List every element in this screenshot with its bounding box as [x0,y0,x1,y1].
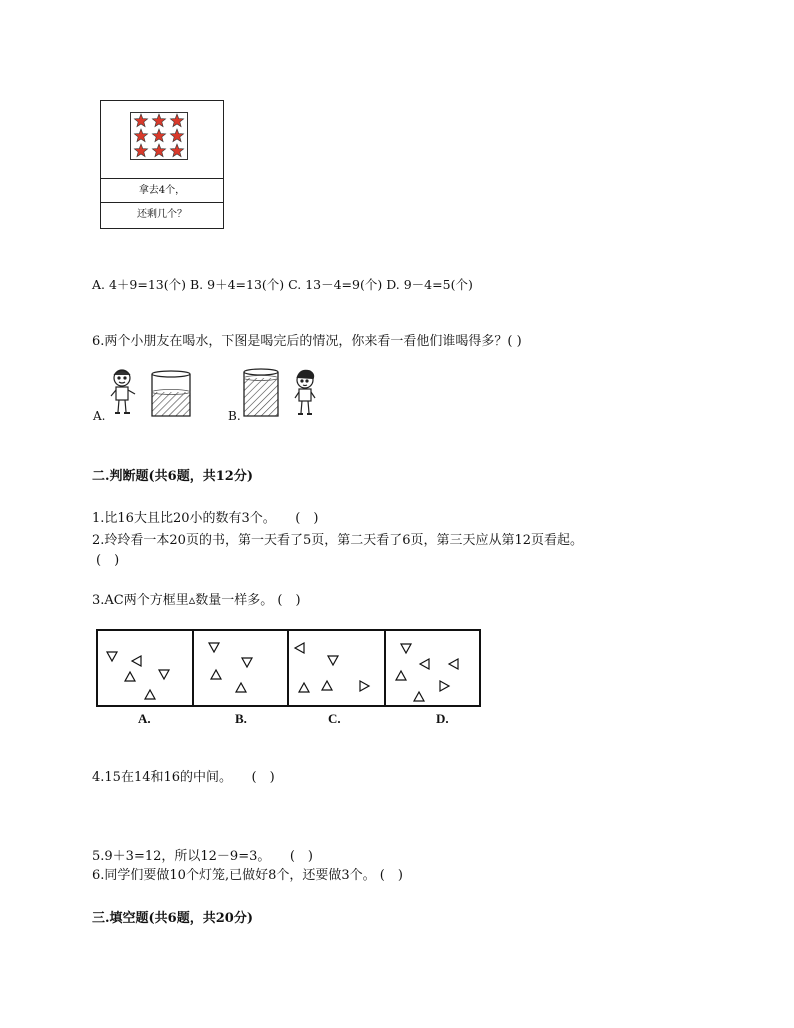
star-icon [134,129,147,142]
s2-question-6: 6.同学们要做10个灯笼,已做好8个，还要做3个。 ( ) [92,868,403,883]
star-icon [152,129,165,142]
stars-box [130,112,188,160]
star-icon [134,114,147,127]
star-icon [170,114,183,127]
box-label-a: A. [138,711,151,726]
triangle-icon [322,681,332,690]
q5-picture [101,101,223,179]
triangle-icon [440,681,449,691]
triangle-icon [211,670,221,679]
box-label-c: C. [328,711,341,726]
s2-question-1: 1.比16大且比20小的数有3个。 ( ) [92,511,319,526]
star-icon [134,144,147,157]
q6-option-b-label: B. [228,409,241,423]
triangle-icon [295,643,304,653]
q6-option-a-label: A. [93,409,106,423]
star-grid-icon [131,113,187,159]
box-label-d: D. [436,711,449,726]
triangle-icon [132,656,141,666]
triangle-icon [242,658,252,667]
s2-question-2-line1: 2.玲玲看一本20页的书，第一天看了5页，第二天看了6页，第三天应从第12页看起。 [92,533,584,548]
q6-question: 6.两个小朋友在喝水，下图是喝完后的情况，你来看一看他们谁喝得多？( ) [92,334,522,349]
s2-question-3: 3.AC两个方框里▵数量一样多。 ( ) [92,593,301,608]
triangles-svg [98,631,479,705]
star-icon [170,129,183,142]
triangle-icon [328,656,338,665]
triangle-boxes-figure [96,629,481,707]
section2-heading: 二.判断题(共6题，共12分) [92,469,253,484]
triangle-icon [360,681,369,691]
triangle-icon [414,692,424,701]
triangle-icon [299,683,309,692]
triangle-icon [401,644,411,653]
s2-question-2-line2: ( ) [96,553,120,568]
cup-b-icon [244,369,278,416]
child-a-icon [111,370,135,413]
triangle-icon [236,683,246,692]
triangle-icon [145,690,155,699]
triangle-icon [125,672,135,681]
q5-caption-line2: 还剩几个？ [137,209,187,220]
triangle-icon [159,670,169,679]
star-icon [170,144,183,157]
triangle-icon [107,652,117,661]
q5-caption-line1: 拿去4个， [101,179,223,203]
section3-heading: 三.填空题(共6题，共20分) [92,911,253,926]
box-label-b: B. [235,711,247,726]
child-b-icon [295,370,315,414]
star-icon [152,114,165,127]
q6-option-b-figure [240,366,330,421]
s2-question-4: 4.15在14和16的中间。 ( ) [92,770,275,785]
triangle-icon [396,671,406,680]
q6-option-a-figure [105,366,195,421]
q5-picture-card [100,100,224,229]
s2-question-5: 5.9＋3=12，所以12－9=3。 ( ) [92,849,314,864]
q5-options: A. 4＋9=13(个) B. 9＋4=13(个) C. 13－4=9(个) D. 9－4=5(个) [92,277,473,292]
triangle-icon [420,659,429,669]
star-icon [152,144,165,157]
cup-a-icon [152,371,190,416]
triangle-icon [209,643,219,652]
triangle-icon [449,659,458,669]
